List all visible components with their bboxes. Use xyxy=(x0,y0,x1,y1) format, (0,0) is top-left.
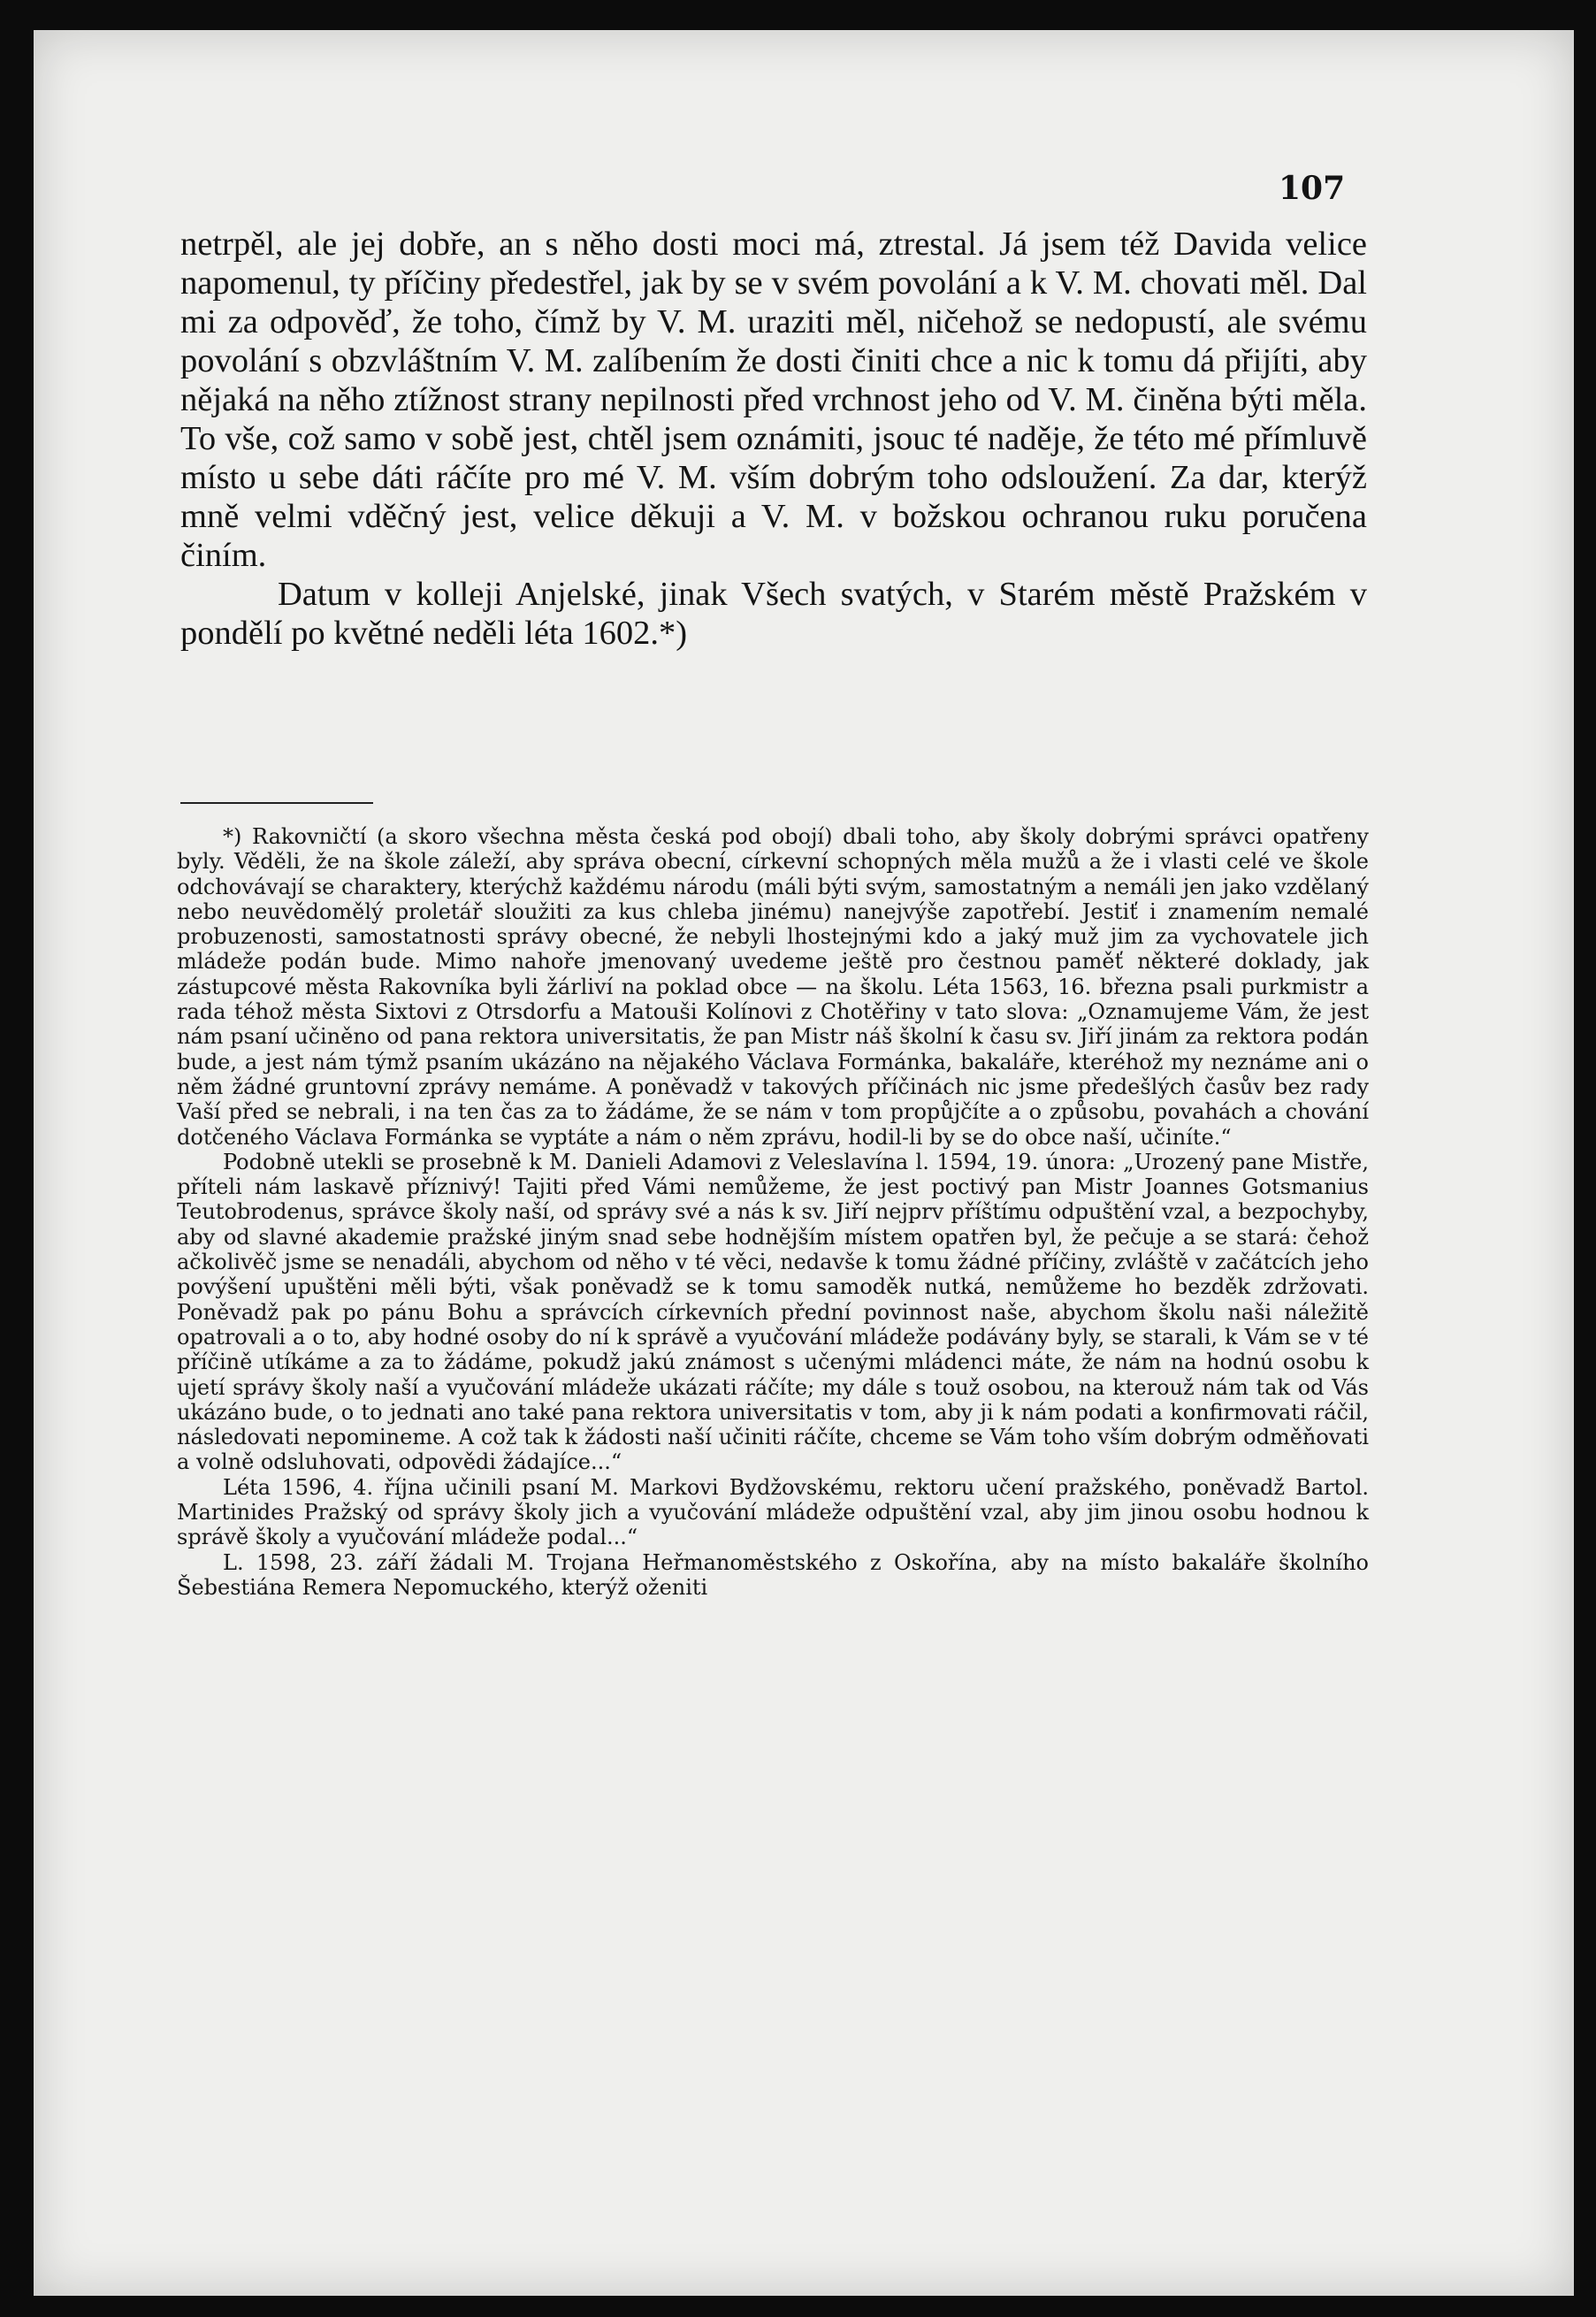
footnote-paragraph: L. 1598, 23. září žádali M. Trojana Heřmanoměstského z Oskořína, aby na místo bakaláře školního Šebestiána Remera Nepomuckého, kterýž oženiti xyxy=(177,1549,1369,1600)
footnote-paragraph: Podobně utekli se prosebně k M. Danieli Adamovi z Veleslavína l. 1594, 19. února: „Urozený pane Mistře, příteli nám laskavě příznivý! Tajiti před Vámi nemůžeme, že jest poctivý pan Mistr Joannes Gotsmanius Teutobrodenus, správce školy naší, od správy své a nás k sv. Jiří nejprv příštímu odpuštění vzal, a bezpochyby, aby od slavné akademie pražské jiným snad sebe hodnějším místem opatřen byl, že pečuje a se stará: čehož ačkolivěč jsme se nenadáli, abychom od něho v té věci, nedavše k tomu žádné příčiny, zvláště v začátcích jeho povýšení upuštěni měli býti, však poněvadž se k tomu samoděk nutká, nemůžeme ho bezděk zdržovati. Poněvadž pak po pánu Bohu a správcích církevních přední povinnost naše, abychom školu naši náležitě opatrovali a o to, aby hodné osoby do ní k správě a vyučování mládeže podávány byly, se starali, k Vám se v té příčině utíkáme a za to žádáme, pokudž jakú známost s učenými mládenci máte, že nám na hodnú osobu k ujetí správy školy naší a vyučování mládeže ukázati ráčíte; my dále s touž osobou, na kterouž nám tak od Vás ukázáno bude, o to jednati ano také pana rektora universitatis v tom, aby ji k nám podati a konfirmovati ráčil, následovati nepomineme. A což tak k žádosti naší učiniti ráčíte, chceme se Vám toho vším dobrým odměňovati a volně odsluhovati, odpovědi žádajíce...“ xyxy=(177,1149,1369,1475)
footnote xyxy=(177,824,1369,1600)
page-number: 107 xyxy=(1279,170,1346,207)
footnote-paragraph: Léta 1596, 4. října učinili psaní M. Markovi Bydžovskému, rektoru učení pražského, poněvadž Bartol. Martinides Pražský od správy školy jich a vyučování mládeže odpuštění vzal, aby jim jinou osobu hodnou k správě školy a vyučování mládeže podal...“ xyxy=(177,1474,1369,1550)
main-paragraph: netrpěl, ale jej dobře, an s něho dosti moci má, ztrestal. Já jsem též Davida velice napomenul, ty příčiny předestřel, jak by se v svém povolání a k V. M. chovati měl. Dal mi za odpověď, že toho, čímž by V. M. uraziti měl, ničehož se nedopustí, ale svému povolání s obzvláštním V. M. zalíbením že dosti činiti chce a nic k tomu dá přijíti, aby nějaká na něho ztížnost strany nepilnosti před vrchnost jeho od V. M. činěna býti měla. To vše, což samo v sobě jest, chtěl jsem oznámiti, jsouc té naděje, že této mé přímluvě místo u sebe dáti ráčíte pro mé V. M. vším dobrým toho odsloužení. Za dar, kterýž mně velmi vděčný jest, velice děkuji a V. M. v božskou ochranou ruku poručena činím. xyxy=(180,226,1367,574)
footnote-separator xyxy=(180,802,373,804)
main-paragraph: Datum v kolleji Anjelské, jinak Všech svatých, v Starém městě Pražském v pondělí po květné neděli léta 1602.*) xyxy=(180,576,1367,652)
document-page xyxy=(34,30,1574,2296)
main-text xyxy=(180,225,1367,653)
footnote-paragraph: *) Rakovničtí (a skoro všechna města česká pod obojí) dbali toho, aby školy dobrými správci opatřeny byly. Věděli, že na škole záleží, aby správa obecní, církevní schopných měla mužů a že i vlasti celé ve škole odchovávají se charaktery, kterýchž každému národu (máli býti svým, samostatným a nemáli jen jako vzdělaný nebo neuvědomělý proletář sloužiti za kus chleba jinému) nanejvýše zapotřebí. Jestiť i znamením nemalé probuzenosti, samostatnosti správy obecné, že nebyli lhostejnými kdo a jaký muž jim za vychovatele jich mládeže podán bude. Mimo nahoře jmenovaný uvedeme ještě pro čestnou paměť některé doklady, jak zástupcové města Rakovníka byli žárliví na poklad obce — na školu. Léta 1563, 16. března psali purkmistr a rada téhož města Sixtovi z Otrsdorfu a Matouši Kolínovi z Chotěřiny v tato slova: „Oznamujeme Vám, že jest nám psaní učiněno od pana rektora universitatis, že pan Mistr náš školní k času sv. Jiří jinám za rektora podán bude, a jest nám týmž psaním ukázáno na nějakého Václava Formánka, bakaláře, kteréhož my neznáme ani o něm žádné gruntovní zprávy nemáme. A poněvadž v takových příčinách nic jsme předešlých časův bez rady Vaší před se nebrali, i na ten čas za to žádáme, že se nám v tom propůjčíte a o způsobu, povahách a chování dotčeného Václava Formánka se vyptáte a nám o něm zprávu, hodil-li by se do obce naší, učiníte.“ xyxy=(177,824,1369,1150)
